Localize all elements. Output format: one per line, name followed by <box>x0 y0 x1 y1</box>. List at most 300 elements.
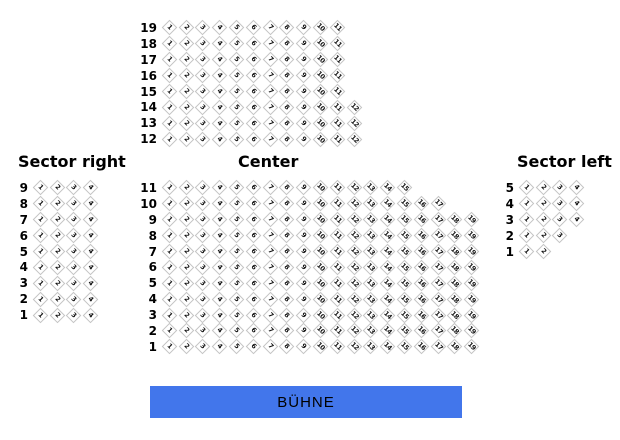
seat[interactable] <box>228 68 245 84</box>
seat[interactable] <box>49 244 66 260</box>
seat[interactable] <box>245 180 262 196</box>
seat[interactable] <box>447 244 464 260</box>
seat[interactable] <box>66 196 83 212</box>
seat[interactable] <box>178 84 195 100</box>
seat[interactable] <box>346 131 363 147</box>
seat[interactable] <box>363 212 380 228</box>
seat[interactable] <box>211 36 228 52</box>
seat[interactable] <box>245 99 262 115</box>
seat[interactable] <box>279 36 296 52</box>
seat[interactable] <box>211 228 228 244</box>
seat[interactable] <box>178 275 195 291</box>
seat[interactable] <box>295 84 312 100</box>
seat[interactable] <box>312 36 329 52</box>
seat[interactable] <box>413 212 430 228</box>
seat[interactable] <box>178 291 195 307</box>
seat[interactable] <box>245 84 262 100</box>
seat[interactable] <box>178 99 195 115</box>
seat[interactable] <box>312 20 329 36</box>
seat[interactable] <box>228 52 245 68</box>
seat[interactable] <box>228 180 245 196</box>
seat[interactable] <box>161 84 178 100</box>
seat[interactable] <box>312 212 329 228</box>
seat[interactable] <box>430 275 447 291</box>
seat[interactable] <box>363 275 380 291</box>
seat[interactable] <box>195 131 212 147</box>
seat[interactable] <box>295 259 312 275</box>
seat[interactable] <box>295 244 312 260</box>
seat[interactable] <box>245 228 262 244</box>
seat[interactable] <box>195 52 212 68</box>
seat[interactable] <box>262 196 279 212</box>
seat[interactable] <box>195 339 212 355</box>
seat[interactable] <box>82 291 99 307</box>
seat[interactable] <box>312 99 329 115</box>
seat[interactable] <box>262 20 279 36</box>
seat[interactable] <box>312 196 329 212</box>
seat[interactable] <box>518 180 535 196</box>
seat[interactable] <box>312 228 329 244</box>
seat[interactable] <box>552 196 569 212</box>
seat[interactable] <box>262 115 279 131</box>
seat[interactable] <box>161 291 178 307</box>
seat[interactable] <box>279 307 296 323</box>
seat[interactable] <box>379 291 396 307</box>
seat[interactable] <box>295 99 312 115</box>
seat[interactable] <box>396 180 413 196</box>
seat[interactable] <box>279 291 296 307</box>
seat[interactable] <box>228 275 245 291</box>
seat[interactable] <box>161 323 178 339</box>
seat[interactable] <box>82 307 99 323</box>
seat[interactable] <box>211 323 228 339</box>
seat[interactable] <box>262 228 279 244</box>
seat[interactable] <box>447 339 464 355</box>
seat[interactable] <box>535 244 552 260</box>
seat[interactable] <box>82 275 99 291</box>
seat[interactable] <box>329 36 346 52</box>
seat[interactable] <box>379 228 396 244</box>
seat[interactable] <box>49 228 66 244</box>
seat[interactable] <box>413 323 430 339</box>
seat[interactable] <box>312 275 329 291</box>
seat[interactable] <box>279 180 296 196</box>
seat[interactable] <box>245 275 262 291</box>
seat[interactable] <box>295 20 312 36</box>
seat[interactable] <box>295 180 312 196</box>
seat[interactable] <box>447 323 464 339</box>
seat[interactable] <box>312 323 329 339</box>
seat[interactable] <box>161 244 178 260</box>
seat[interactable] <box>66 228 83 244</box>
seat[interactable] <box>66 259 83 275</box>
seat[interactable] <box>279 115 296 131</box>
seat[interactable] <box>413 196 430 212</box>
seat[interactable] <box>161 99 178 115</box>
seat[interactable] <box>178 323 195 339</box>
seat[interactable] <box>245 339 262 355</box>
seat[interactable] <box>279 84 296 100</box>
seat[interactable] <box>396 291 413 307</box>
seat[interactable] <box>178 52 195 68</box>
seat[interactable] <box>32 291 49 307</box>
seat[interactable] <box>363 291 380 307</box>
seat[interactable] <box>262 84 279 100</box>
seat[interactable] <box>82 244 99 260</box>
seat[interactable] <box>552 180 569 196</box>
seat[interactable] <box>49 180 66 196</box>
seat[interactable] <box>363 244 380 260</box>
seat[interactable] <box>396 244 413 260</box>
seat[interactable] <box>346 244 363 260</box>
seat[interactable] <box>295 275 312 291</box>
seat[interactable] <box>329 99 346 115</box>
seat[interactable] <box>413 244 430 260</box>
seat[interactable] <box>211 244 228 260</box>
seat[interactable] <box>312 307 329 323</box>
seat[interactable] <box>363 259 380 275</box>
seat[interactable] <box>161 180 178 196</box>
seat[interactable] <box>32 228 49 244</box>
seat[interactable] <box>518 244 535 260</box>
seat[interactable] <box>312 180 329 196</box>
seat[interactable] <box>178 339 195 355</box>
seat[interactable] <box>195 115 212 131</box>
seat[interactable] <box>228 99 245 115</box>
seat[interactable] <box>329 259 346 275</box>
seat[interactable] <box>66 307 83 323</box>
seat[interactable] <box>430 212 447 228</box>
seat[interactable] <box>178 36 195 52</box>
seat[interactable] <box>195 228 212 244</box>
seat[interactable] <box>379 196 396 212</box>
seat[interactable] <box>552 228 569 244</box>
seat[interactable] <box>245 115 262 131</box>
seat[interactable] <box>32 259 49 275</box>
seat[interactable] <box>161 115 178 131</box>
seat[interactable] <box>211 196 228 212</box>
seat[interactable] <box>379 212 396 228</box>
seat[interactable] <box>66 291 83 307</box>
seat[interactable] <box>430 291 447 307</box>
seat[interactable] <box>413 339 430 355</box>
seat[interactable] <box>329 180 346 196</box>
seat[interactable] <box>195 36 212 52</box>
seat[interactable] <box>463 228 480 244</box>
seat[interactable] <box>329 323 346 339</box>
seat[interactable] <box>228 339 245 355</box>
seat[interactable] <box>178 259 195 275</box>
seat[interactable] <box>49 259 66 275</box>
seat[interactable] <box>161 68 178 84</box>
seat[interactable] <box>49 307 66 323</box>
seat[interactable] <box>279 259 296 275</box>
seat[interactable] <box>295 323 312 339</box>
seat[interactable] <box>329 307 346 323</box>
seat[interactable] <box>396 259 413 275</box>
seat[interactable] <box>329 196 346 212</box>
seat[interactable] <box>312 115 329 131</box>
seat[interactable] <box>245 68 262 84</box>
seat[interactable] <box>363 339 380 355</box>
seat[interactable] <box>195 212 212 228</box>
seat[interactable] <box>535 196 552 212</box>
seat[interactable] <box>430 339 447 355</box>
seat[interactable] <box>161 228 178 244</box>
seat[interactable] <box>195 180 212 196</box>
seat[interactable] <box>447 259 464 275</box>
seat[interactable] <box>49 291 66 307</box>
seat[interactable] <box>178 307 195 323</box>
seat[interactable] <box>396 275 413 291</box>
seat[interactable] <box>262 212 279 228</box>
seat[interactable] <box>346 275 363 291</box>
seat[interactable] <box>211 52 228 68</box>
seat[interactable] <box>312 244 329 260</box>
seat[interactable] <box>329 84 346 100</box>
seat[interactable] <box>430 228 447 244</box>
seat[interactable] <box>178 212 195 228</box>
seat[interactable] <box>228 228 245 244</box>
seat[interactable] <box>396 228 413 244</box>
seat[interactable] <box>195 323 212 339</box>
seat[interactable] <box>329 131 346 147</box>
seat[interactable] <box>32 275 49 291</box>
seat[interactable] <box>535 212 552 228</box>
seat[interactable] <box>396 323 413 339</box>
seat[interactable] <box>329 291 346 307</box>
seat[interactable] <box>447 275 464 291</box>
seat[interactable] <box>295 196 312 212</box>
seat[interactable] <box>363 180 380 196</box>
seat[interactable] <box>262 244 279 260</box>
seat[interactable] <box>211 180 228 196</box>
seat[interactable] <box>568 196 585 212</box>
seat[interactable] <box>413 259 430 275</box>
seat[interactable] <box>32 196 49 212</box>
seat[interactable] <box>228 291 245 307</box>
seat[interactable] <box>66 244 83 260</box>
seat[interactable] <box>295 228 312 244</box>
seat[interactable] <box>329 339 346 355</box>
seat[interactable] <box>195 307 212 323</box>
seat[interactable] <box>463 212 480 228</box>
seat[interactable] <box>346 228 363 244</box>
seat[interactable] <box>66 212 83 228</box>
seat[interactable] <box>178 131 195 147</box>
seat[interactable] <box>312 68 329 84</box>
seat[interactable] <box>346 212 363 228</box>
seat[interactable] <box>161 275 178 291</box>
seat[interactable] <box>82 196 99 212</box>
seat[interactable] <box>552 212 569 228</box>
seat[interactable] <box>329 115 346 131</box>
seat[interactable] <box>363 307 380 323</box>
seat[interactable] <box>211 307 228 323</box>
seat[interactable] <box>396 307 413 323</box>
seat[interactable] <box>295 36 312 52</box>
seat[interactable] <box>245 20 262 36</box>
seat[interactable] <box>211 99 228 115</box>
seat[interactable] <box>195 244 212 260</box>
seat[interactable] <box>295 115 312 131</box>
seat[interactable] <box>245 131 262 147</box>
seat[interactable] <box>32 244 49 260</box>
seat[interactable] <box>195 68 212 84</box>
seat[interactable] <box>66 180 83 196</box>
seat[interactable] <box>279 275 296 291</box>
seat[interactable] <box>430 259 447 275</box>
seat[interactable] <box>463 339 480 355</box>
seat[interactable] <box>262 36 279 52</box>
seat[interactable] <box>211 259 228 275</box>
seat[interactable] <box>195 20 212 36</box>
seat[interactable] <box>430 244 447 260</box>
seat[interactable] <box>82 212 99 228</box>
seat[interactable] <box>178 20 195 36</box>
seat[interactable] <box>178 196 195 212</box>
seat[interactable] <box>178 180 195 196</box>
seat[interactable] <box>312 259 329 275</box>
seat[interactable] <box>312 84 329 100</box>
seat[interactable] <box>245 36 262 52</box>
seat[interactable] <box>329 275 346 291</box>
seat[interactable] <box>262 131 279 147</box>
seat[interactable] <box>518 228 535 244</box>
seat[interactable] <box>262 180 279 196</box>
seat[interactable] <box>178 244 195 260</box>
seat[interactable] <box>279 339 296 355</box>
seat[interactable] <box>211 291 228 307</box>
seat[interactable] <box>279 131 296 147</box>
seat[interactable] <box>262 291 279 307</box>
seat[interactable] <box>161 52 178 68</box>
seat[interactable] <box>413 228 430 244</box>
seat[interactable] <box>82 228 99 244</box>
seat[interactable] <box>161 212 178 228</box>
seat[interactable] <box>379 275 396 291</box>
seat[interactable] <box>346 180 363 196</box>
seat[interactable] <box>413 291 430 307</box>
seat[interactable] <box>430 323 447 339</box>
seat[interactable] <box>178 115 195 131</box>
seat[interactable] <box>329 52 346 68</box>
seat[interactable] <box>195 84 212 100</box>
seat[interactable] <box>178 228 195 244</box>
seat[interactable] <box>195 259 212 275</box>
seat[interactable] <box>262 307 279 323</box>
seat[interactable] <box>279 244 296 260</box>
seat[interactable] <box>312 339 329 355</box>
seat[interactable] <box>346 115 363 131</box>
seat[interactable] <box>329 212 346 228</box>
seat[interactable] <box>295 131 312 147</box>
seat[interactable] <box>32 212 49 228</box>
seat[interactable] <box>463 323 480 339</box>
seat[interactable] <box>346 307 363 323</box>
seat[interactable] <box>363 228 380 244</box>
seat[interactable] <box>49 212 66 228</box>
seat[interactable] <box>211 115 228 131</box>
seat[interactable] <box>295 339 312 355</box>
seat[interactable] <box>262 275 279 291</box>
seat[interactable] <box>535 180 552 196</box>
seat[interactable] <box>568 180 585 196</box>
seat[interactable] <box>279 196 296 212</box>
seat[interactable] <box>279 228 296 244</box>
seat[interactable] <box>430 307 447 323</box>
seat[interactable] <box>161 339 178 355</box>
seat[interactable] <box>379 339 396 355</box>
seat[interactable] <box>463 291 480 307</box>
seat[interactable] <box>346 323 363 339</box>
seat[interactable] <box>396 196 413 212</box>
seat[interactable] <box>329 20 346 36</box>
seat[interactable] <box>228 84 245 100</box>
seat[interactable] <box>447 291 464 307</box>
seat[interactable] <box>279 52 296 68</box>
seat[interactable] <box>262 339 279 355</box>
seat[interactable] <box>463 244 480 260</box>
seat[interactable] <box>413 275 430 291</box>
seat[interactable] <box>49 275 66 291</box>
seat[interactable] <box>161 259 178 275</box>
seat[interactable] <box>279 212 296 228</box>
seat[interactable] <box>228 244 245 260</box>
seat[interactable] <box>245 323 262 339</box>
seat[interactable] <box>447 307 464 323</box>
seat[interactable] <box>211 339 228 355</box>
seat[interactable] <box>568 212 585 228</box>
seat[interactable] <box>245 307 262 323</box>
seat[interactable] <box>228 196 245 212</box>
seat[interactable] <box>396 212 413 228</box>
seat[interactable] <box>195 99 212 115</box>
seat[interactable] <box>161 36 178 52</box>
seat[interactable] <box>312 131 329 147</box>
seat[interactable] <box>211 84 228 100</box>
seat[interactable] <box>346 339 363 355</box>
seat[interactable] <box>535 228 552 244</box>
seat[interactable] <box>228 307 245 323</box>
seat[interactable] <box>346 259 363 275</box>
seat[interactable] <box>379 180 396 196</box>
seat[interactable] <box>262 99 279 115</box>
seat[interactable] <box>295 68 312 84</box>
seat[interactable] <box>262 323 279 339</box>
seat[interactable] <box>379 259 396 275</box>
seat[interactable] <box>195 291 212 307</box>
seat[interactable] <box>346 99 363 115</box>
seat[interactable] <box>211 68 228 84</box>
seat[interactable] <box>32 180 49 196</box>
seat[interactable] <box>228 36 245 52</box>
seat[interactable] <box>379 307 396 323</box>
seat[interactable] <box>211 20 228 36</box>
seat[interactable] <box>245 52 262 68</box>
seat[interactable] <box>211 212 228 228</box>
seat[interactable] <box>329 228 346 244</box>
seat[interactable] <box>245 244 262 260</box>
seat[interactable] <box>262 52 279 68</box>
seat[interactable] <box>32 307 49 323</box>
seat[interactable] <box>279 68 296 84</box>
seat[interactable] <box>262 259 279 275</box>
seat[interactable] <box>379 323 396 339</box>
seat[interactable] <box>379 244 396 260</box>
seat[interactable] <box>211 275 228 291</box>
seat[interactable] <box>295 212 312 228</box>
